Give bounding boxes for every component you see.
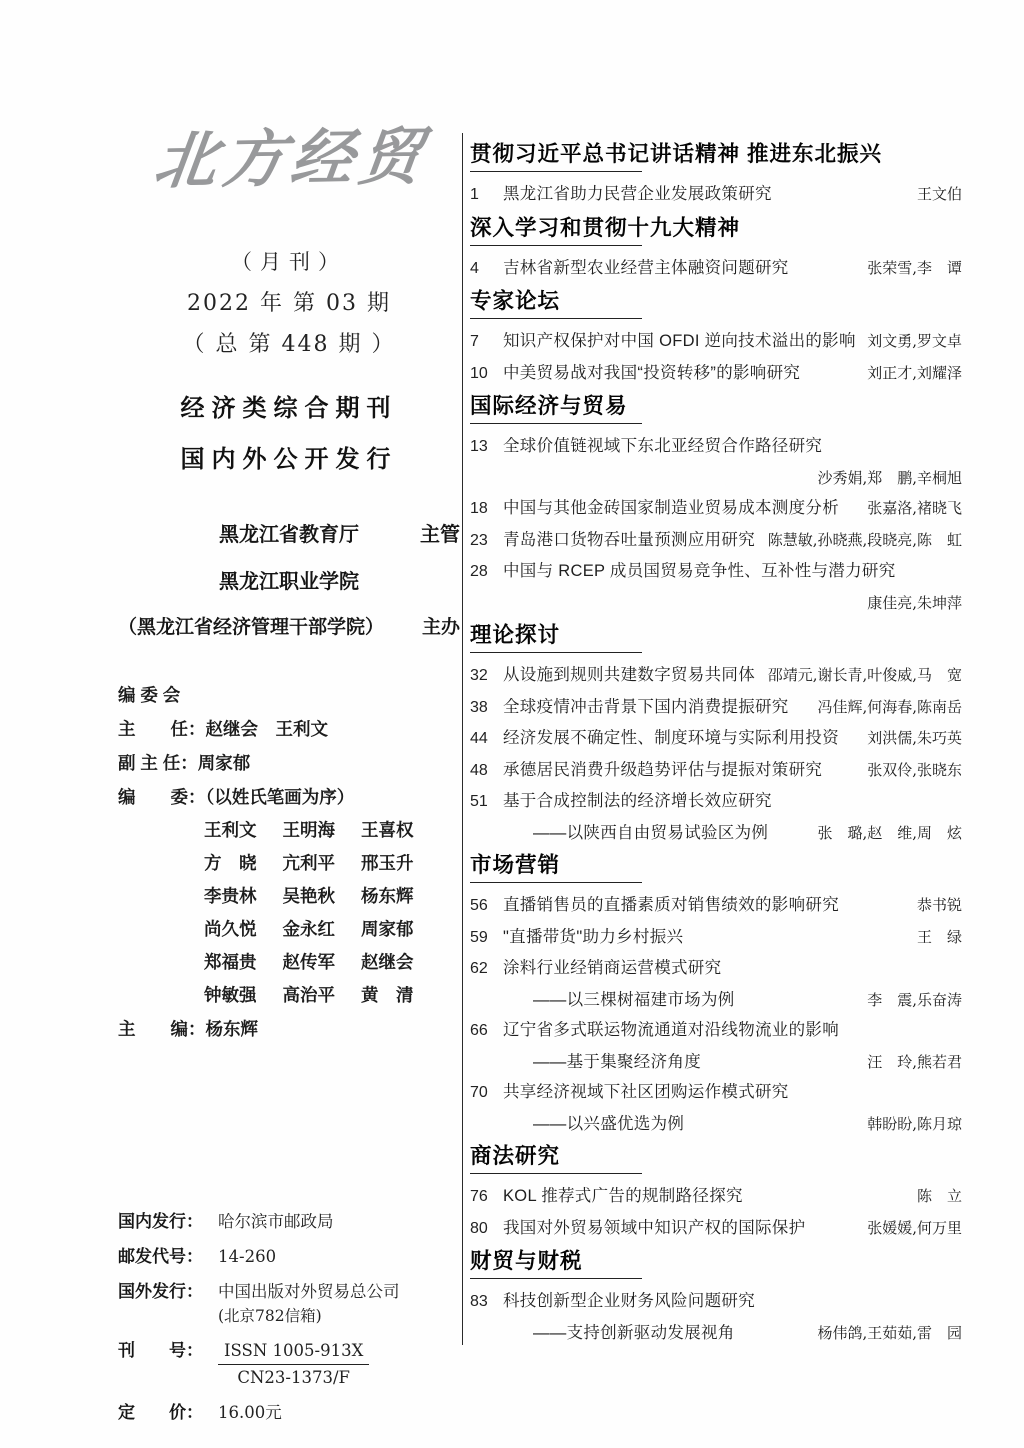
toc-entry-subtitle-line: [470, 989, 962, 1012]
cn-value: CN23-1373/F: [237, 1368, 350, 1387]
toc-entry-title: 中国与其他金砖国家制造业贸易成本测度分析: [503, 499, 839, 517]
toc-entry-title: 我国对外贸易领域中知识产权的国际保护: [503, 1218, 806, 1237]
toc-section-underline: [470, 1173, 642, 1174]
toc-section-header: 市场营销: [470, 853, 561, 877]
toc-entry-authors: 恭书锐: [916, 896, 962, 914]
toc-entry: [470, 1217, 962, 1241]
organizer-name-2: （黑龙江省经济管理干部学院）: [118, 617, 385, 638]
toc-entry-authors: 张双伶,张晓东: [867, 760, 962, 779]
toc-entry-title: 全球疫情冲击背景下国内消费提振研究: [503, 697, 789, 716]
toc-section-underline: [470, 318, 642, 319]
toc-entry: [470, 926, 962, 950]
toc-section-header: 财贸与财税: [470, 1249, 583, 1273]
chief-editor-row: [118, 1019, 460, 1039]
toc-entry-title: 辽宁省多式联运物流通道对沿线物流业的影响: [503, 1021, 839, 1039]
toc-entry-page: 76: [470, 1188, 488, 1205]
foreign-distribution-label: 国外发行：: [118, 1282, 203, 1301]
toc-entry-title: 中国与 RCEP 成员国贸易竞争性、互补性与潜力研究: [503, 562, 896, 580]
toc-entry-subtitle-line: [470, 1113, 962, 1136]
toc-entry-page: 56: [470, 897, 488, 914]
toc-entry: [470, 183, 962, 207]
toc-entry: [470, 894, 962, 918]
toc-entry-page: 51: [470, 793, 488, 810]
toc-entry-authors: 沙秀娟,郑 鹏,辛桐旭: [817, 468, 962, 487]
member-name: 吴艳秋: [282, 886, 335, 906]
toc-section-underline: [470, 245, 642, 246]
toc-entry-title: 科技创新型企业财务风险问题研究: [503, 1292, 755, 1310]
toc-entry: [470, 727, 962, 751]
member-name: 王利文: [204, 820, 257, 840]
toc-entry-page: 48: [470, 761, 488, 779]
toc-section-underline: [470, 171, 642, 172]
toc-entry-page: 32: [470, 667, 488, 684]
toc-section-underline: [470, 882, 642, 883]
editorial-board: [118, 685, 460, 1039]
toc-entry-authors: 邵靖元,谢长青,叶俊威,马 宽: [767, 666, 962, 684]
toc-entry-page: 4: [470, 259, 479, 277]
domestic-distribution-label: 国内发行：: [118, 1212, 203, 1231]
issn-value: ISSN 1005-913X: [218, 1340, 369, 1365]
journal-type-line1: 经济类综合期刊: [180, 395, 398, 422]
toc-entry-authors: 韩盼盼,陈月琼: [867, 1114, 962, 1133]
editorial-board-title: 编 委 会: [118, 685, 181, 705]
toc-entry-subtitle-line: [470, 822, 962, 845]
toc-entry: [470, 362, 962, 386]
toc-entry: [470, 435, 962, 459]
toc-entry-title: KOL 推荐式广告的规制路径探究: [503, 1187, 743, 1205]
member-row: [118, 919, 460, 939]
toc-entry-subtitle: ——以陕西自由贸易试验区为例: [533, 823, 769, 842]
toc-entry-subtitle-line: [470, 1322, 962, 1345]
foreign-distribution-value2: (北京782信箱): [218, 1307, 322, 1325]
issn-cn-fraction: [218, 1340, 369, 1389]
toc-entry: [470, 497, 962, 521]
chief-editor-label: 主 编：: [118, 1019, 206, 1039]
toc-section: [470, 393, 962, 614]
toc-entry-title: 直播销售员的直播素质对销售绩效的影响研究: [503, 896, 839, 914]
toc-section: [470, 215, 962, 281]
journal-type-line2: 国内外公开发行: [180, 446, 398, 473]
member-name: 赵继会: [361, 952, 414, 972]
member-name: 郑福贵: [204, 952, 257, 972]
toc-entry-subtitle: ——以兴盛优选为例: [533, 1114, 685, 1133]
toc-section-underline: [470, 423, 642, 424]
toc-entry-title: 知识产权保护对中国 OFDI 逆向技术溢出的影响: [503, 332, 856, 350]
toc-entry-authors: 冯佳辉,何海春,陈南岳: [817, 697, 962, 716]
toc-entry-page: 28: [470, 563, 488, 580]
journal-issue: 2022 年 第 03 期: [187, 291, 391, 316]
toc-section: [470, 1143, 962, 1240]
toc-entry: [470, 759, 962, 783]
toc-entry-title: 基于合成控制法的经济增长效应研究: [503, 792, 772, 810]
toc-entry: [470, 330, 962, 354]
toc-entry-title: 吉林省新型农业经营主体融资问题研究: [503, 258, 789, 277]
domestic-distribution-value: 哈尔滨市邮政局: [218, 1212, 334, 1231]
toc-entry-title: 共享经济视域下社区团购运作模式研究: [503, 1083, 789, 1101]
toc-section: [470, 852, 962, 1135]
toc-section-header: 国际经济与贸易: [470, 394, 628, 418]
toc-entry-authors-line: [470, 467, 962, 490]
toc-section-header: 商法研究: [470, 1144, 561, 1168]
journal-info-column: [118, 119, 460, 1424]
member-name: 方 晓: [204, 853, 257, 873]
member-name: 杨东辉: [361, 886, 414, 906]
member-name: 钟敏强: [204, 985, 257, 1005]
member-row: [118, 820, 460, 840]
postal-code-value: 14-260: [218, 1247, 277, 1266]
toc-entry-title: 青岛港口货物吞吐量预测应用研究: [503, 530, 755, 549]
toc-section: [470, 622, 962, 844]
toc-entry-page: 83: [470, 1293, 488, 1310]
toc-section-header: 专家论坛: [470, 289, 561, 313]
toc-entry-title: 全球价值链视域下东北亚经贸合作路径研究: [503, 437, 823, 455]
toc-entry: [470, 696, 962, 720]
toc-entry-title: 黑龙江省助力民营企业发展政策研究: [503, 185, 772, 203]
toc-entry-page: 70: [470, 1084, 488, 1101]
toc-entry-authors: 陈慧敏,孙晓燕,段晓亮,陈 虹: [767, 530, 962, 549]
toc-entry: [470, 664, 962, 688]
director-label: 主 任：: [118, 719, 206, 739]
toc-entry-authors: 杨伟鸽,王茹茹,雷 园: [817, 1323, 962, 1342]
toc-entry: [470, 957, 962, 981]
toc-entry-subtitle: ——以三棵树福建市场为例: [533, 990, 735, 1009]
toc-entry-page: 7: [470, 333, 479, 350]
toc-entry-title: "直播带货"助力乡村振兴: [503, 927, 684, 946]
toc-entry: [470, 560, 962, 584]
organizer-label: 主办: [421, 617, 460, 638]
table-of-contents: [470, 136, 962, 1352]
toc-section-header: 深入学习和贯彻十九大精神: [470, 215, 741, 240]
organizer-row-1: [118, 565, 460, 594]
members-label: 编 委：: [118, 787, 206, 807]
toc-entry-subtitle-line: [470, 1051, 962, 1074]
toc-entry-page: 13: [470, 438, 488, 455]
deputy-name: 周家郁: [197, 753, 251, 773]
journal-frequency: （月刊）: [231, 250, 347, 274]
toc-entry-authors: 张 璐,赵 维,周 炫: [817, 823, 962, 842]
organizer-name-1: 黑龙江职业学院: [219, 571, 359, 593]
supervisor-row: [118, 518, 460, 547]
toc-entry-authors: 刘文勇,罗文卓: [867, 332, 962, 350]
issn-row: [118, 1340, 460, 1389]
toc-entry: [470, 1185, 962, 1209]
organizer-row-2: [118, 612, 460, 639]
toc-section: [470, 288, 962, 385]
price-row: [118, 1402, 460, 1424]
member-name: 周家郁: [361, 919, 414, 939]
member-row: [118, 886, 460, 906]
foreign-distribution-row2: [118, 1305, 460, 1327]
toc-entry-authors: 康佳亮,朱坤萍: [867, 593, 962, 612]
toc-entry-subtitle: ——支持创新驱动发展视角: [533, 1323, 735, 1342]
toc-entry-authors: 张嘉洛,褚晓飞: [867, 499, 962, 517]
member-row: [118, 985, 460, 1005]
supervisor-name: 黑龙江省教育厅: [219, 524, 359, 546]
toc-section: [470, 1248, 962, 1344]
member-name: 李贵林: [204, 886, 257, 906]
deputy-director-row: [118, 753, 460, 773]
toc-entry-authors: 张荣雪,李 谭: [867, 258, 962, 277]
members-list: [118, 820, 460, 1005]
journal-total-issue: （ 总 第 448 期 ）: [182, 332, 396, 357]
member-name: 亢利平: [282, 853, 335, 873]
toc-entry-page: 80: [470, 1219, 488, 1237]
toc-entry: [470, 529, 962, 553]
toc-entry-page: 1: [470, 186, 479, 203]
toc-entry-title: 从设施到规则共建数字贸易共同体: [503, 666, 755, 684]
toc-entry-page: 59: [470, 928, 488, 946]
journal-logo: 北方经贸: [150, 119, 432, 198]
toc-entry-authors: 汪 玲,熊若君: [867, 1052, 962, 1071]
toc-section-underline: [470, 652, 642, 653]
chief-editor-name: 杨东辉: [205, 1019, 258, 1039]
publication-info: [118, 1211, 460, 1424]
director-names: 赵继会 王利文: [205, 719, 328, 739]
toc-entry-page: 66: [470, 1022, 488, 1039]
toc-entry-page: 44: [470, 730, 488, 747]
toc-entry: [470, 1081, 962, 1105]
toc-entry-authors: 张媛媛,何万里: [867, 1218, 962, 1237]
member-name: 赵传军: [282, 952, 335, 972]
foreign-distribution-row: [118, 1281, 460, 1303]
price-label: 定 价：: [118, 1403, 203, 1422]
toc-entry-page: 38: [470, 698, 488, 716]
toc-entry-page: 23: [470, 531, 488, 549]
toc-entry-title: 经济发展不确定性、制度环境与实际利用投资: [503, 729, 839, 747]
toc-entry-authors: 王 绿: [916, 927, 962, 946]
toc-section: [470, 141, 962, 207]
domestic-distribution-row: [118, 1211, 460, 1233]
affiliation-block: [118, 518, 460, 639]
member-name: 邢玉升: [361, 853, 414, 873]
toc-section-underline: [470, 1278, 642, 1279]
toc-entry-page: 10: [470, 364, 488, 382]
member-name: 王明海: [282, 820, 335, 840]
deputy-label: 副 主 任：: [118, 753, 198, 773]
toc-entry-authors: 刘洪儒,朱巧英: [867, 729, 962, 747]
toc-entry-authors-line: [470, 592, 962, 615]
member-name: 王喜权: [361, 820, 414, 840]
price-value: 16.00元: [218, 1403, 282, 1422]
toc-entry-page: 62: [470, 960, 488, 977]
toc-entry: [470, 257, 962, 281]
members-label-row: [118, 787, 460, 807]
member-name: 黄 清: [361, 985, 414, 1005]
toc-entry-authors: 王文伯: [916, 185, 962, 203]
toc-entry-title: 承德居民消费升级趋势评估与提振对策研究: [503, 760, 823, 779]
member-name: 高治平: [282, 985, 335, 1005]
toc-entry-title: 中美贸易战对我国“投资转移”的影响研究: [503, 363, 801, 382]
toc-section-header: 贯彻习近平总书记讲话精神 推进东北振兴: [470, 142, 882, 166]
toc-entry-authors: 刘正才,刘耀泽: [867, 363, 962, 382]
postal-code-label: 邮发代号：: [118, 1247, 203, 1266]
toc-entry-page: 18: [470, 500, 488, 517]
toc-section-header: 理论探讨: [470, 623, 561, 647]
member-row: [118, 853, 460, 873]
member-name: 尚久悦: [204, 919, 257, 939]
toc-entry-title: 涂料行业经销商运营模式研究: [503, 959, 722, 977]
member-row: [118, 952, 460, 972]
toc-entry: [470, 790, 962, 814]
toc-entry-authors: 李 震,乐奋涛: [867, 990, 962, 1009]
issn-label: 刊 号：: [118, 1341, 203, 1360]
toc-entry-authors: 陈 立: [916, 1187, 962, 1205]
member-name: 金永红: [282, 919, 335, 939]
postal-code-row: [118, 1246, 460, 1268]
toc-entry-subtitle: ——基于集聚经济角度: [533, 1052, 701, 1071]
toc-entry: [470, 1019, 962, 1043]
supervisor-label: 主管: [420, 524, 460, 546]
column-divider: [462, 133, 463, 1345]
members-note: （以姓氏笔画为序）: [205, 787, 355, 807]
director-row: [118, 719, 460, 739]
foreign-distribution-value: 中国出版对外贸易总公司: [218, 1282, 400, 1301]
toc-entry: [470, 1290, 962, 1314]
